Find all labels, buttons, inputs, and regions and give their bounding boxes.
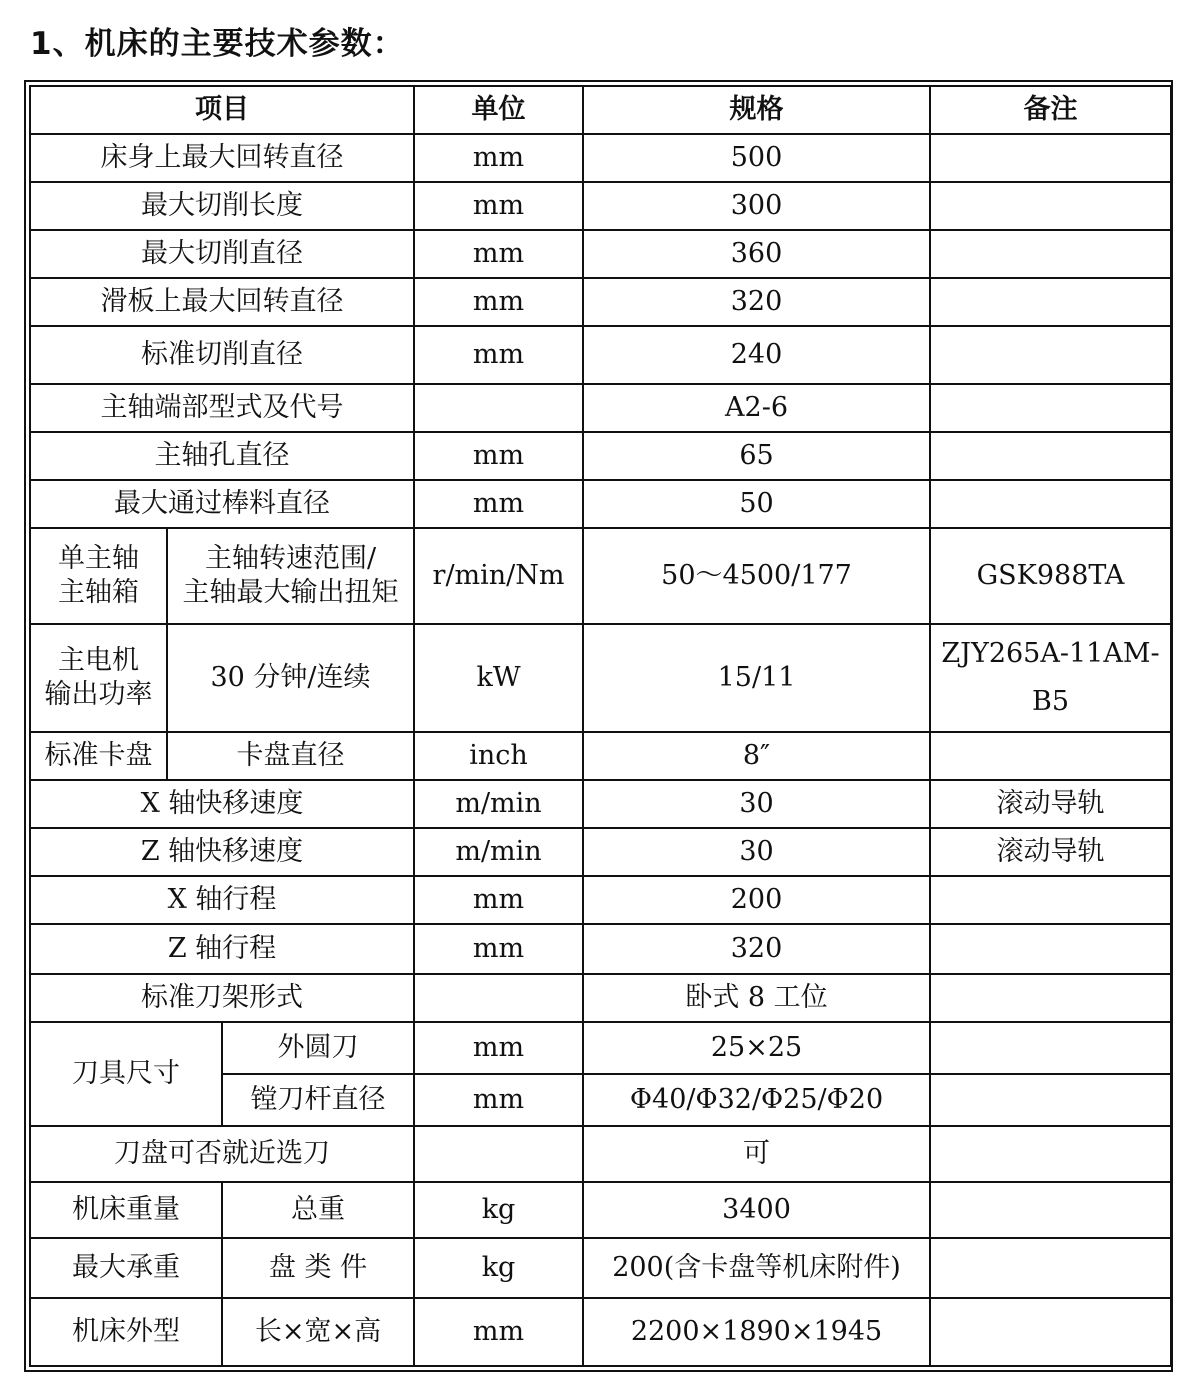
group-line: 单主轴 <box>58 543 139 575</box>
table-row <box>30 624 1171 732</box>
row-spec: 320 <box>583 924 930 974</box>
row-spec: 8″ <box>583 732 930 780</box>
row-unit: kW <box>414 624 583 732</box>
row-remark <box>930 1298 1171 1366</box>
header-row <box>30 86 1171 134</box>
table-row <box>30 780 1171 828</box>
row-spec: 25×25 <box>583 1022 930 1074</box>
row-spec: 200(含卡盘等机床附件) <box>583 1238 930 1298</box>
table-row <box>30 974 1171 1022</box>
row-group: 标准卡盘 <box>30 732 167 780</box>
row-remark <box>930 624 1171 732</box>
row-unit: inch <box>414 732 583 780</box>
row-spec: 300 <box>583 182 930 230</box>
row-item <box>167 528 414 624</box>
row-unit: m/min <box>414 780 583 828</box>
row-unit: mm <box>414 182 583 230</box>
row-remark <box>930 1182 1171 1238</box>
row-spec: 320 <box>583 278 930 326</box>
row-remark <box>930 924 1171 974</box>
row-group: 机床重量 <box>30 1182 222 1238</box>
row-remark <box>930 1022 1171 1074</box>
row-spec: 240 <box>583 326 930 384</box>
row-group: 最大承重 <box>30 1238 222 1298</box>
row-unit: mm <box>414 1298 583 1366</box>
row-remark <box>930 974 1171 1022</box>
row-remark: 滚动导轨 <box>930 780 1171 828</box>
table-row <box>30 528 1171 624</box>
item-line: 主轴最大输出扭矩 <box>182 577 399 608</box>
row-unit: m/min <box>414 828 583 876</box>
table-row <box>30 1298 1171 1366</box>
table-row <box>30 432 1171 480</box>
remark-line: B5 <box>1032 686 1070 717</box>
table-row <box>30 876 1171 924</box>
row-item: 镗刀杆直径 <box>222 1074 414 1126</box>
table-row <box>30 278 1171 326</box>
row-item: 主轴端部型式及代号 <box>30 384 414 432</box>
row-spec: A2-6 <box>583 384 930 432</box>
row-item: 主轴孔直径 <box>30 432 414 480</box>
section-heading: 1、机床的主要技术参数： <box>30 26 405 62</box>
row-unit: mm <box>414 1022 583 1074</box>
row-unit: mm <box>414 876 583 924</box>
row-item: 卡盘直径 <box>167 732 414 780</box>
header-remark: 备注 <box>930 86 1171 134</box>
table-row <box>30 732 1171 780</box>
row-spec: 30 <box>583 780 930 828</box>
row-remark <box>930 134 1171 182</box>
row-unit <box>414 974 583 1022</box>
row-item: 盘 类 件 <box>222 1238 414 1298</box>
row-item: 标准切削直径 <box>30 326 414 384</box>
table-row <box>30 384 1171 432</box>
table-row <box>30 480 1171 528</box>
row-remark <box>930 384 1171 432</box>
row-remark: 滚动导轨 <box>930 828 1171 876</box>
row-remark: GSK988TA <box>930 528 1171 624</box>
table-row <box>30 230 1171 278</box>
row-item: 30 分钟/连续 <box>167 624 414 732</box>
row-group <box>30 528 167 624</box>
row-unit: mm <box>414 326 583 384</box>
header-unit: 单位 <box>414 86 583 134</box>
row-unit <box>414 384 583 432</box>
row-spec: 3400 <box>583 1182 930 1238</box>
row-unit <box>414 1126 583 1182</box>
row-unit: mm <box>414 278 583 326</box>
item-line: 主轴转速范围/ <box>204 543 377 575</box>
row-spec: 可 <box>583 1126 930 1182</box>
row-remark <box>930 1238 1171 1298</box>
row-remark <box>930 326 1171 384</box>
row-spec: 50～4500/177 <box>583 528 930 624</box>
row-item: 长×宽×高 <box>222 1298 414 1366</box>
row-remark <box>930 480 1171 528</box>
header-spec: 规格 <box>583 86 930 134</box>
row-spec: 500 <box>583 134 930 182</box>
row-item: X 轴行程 <box>30 876 414 924</box>
row-spec: 65 <box>583 432 930 480</box>
row-unit: kg <box>414 1182 583 1238</box>
row-spec: 30 <box>583 828 930 876</box>
row-spec: 卧式 8 工位 <box>583 974 930 1022</box>
row-spec: 200 <box>583 876 930 924</box>
row-group <box>30 624 167 732</box>
row-item: Z 轴快移速度 <box>30 828 414 876</box>
row-unit: mm <box>414 432 583 480</box>
row-item: 刀盘可否就近选刀 <box>30 1126 414 1182</box>
table-row <box>30 924 1171 974</box>
row-spec: 360 <box>583 230 930 278</box>
row-item: 床身上最大回转直径 <box>30 134 414 182</box>
row-remark <box>930 876 1171 924</box>
table-row <box>30 1022 1171 1074</box>
row-group: 机床外型 <box>30 1298 222 1366</box>
row-remark <box>930 432 1171 480</box>
table-row <box>30 1238 1171 1298</box>
row-item: 标准刀架形式 <box>30 974 414 1022</box>
row-unit: mm <box>414 1074 583 1126</box>
row-unit: mm <box>414 134 583 182</box>
table-row <box>30 182 1171 230</box>
table-row <box>30 1126 1171 1182</box>
table-row <box>30 326 1171 384</box>
row-item: 最大通过棒料直径 <box>30 480 414 528</box>
group-line: 主轴箱 <box>58 577 139 608</box>
row-remark <box>930 1074 1171 1126</box>
row-item: 总重 <box>222 1182 414 1238</box>
row-remark <box>930 182 1171 230</box>
header-item: 项目 <box>30 86 414 134</box>
remark-line: ZJY265A-11AM- <box>941 638 1160 670</box>
row-spec: Φ40/Φ32/Φ25/Φ20 <box>583 1074 930 1126</box>
row-spec: 50 <box>583 480 930 528</box>
group-line: 输出功率 <box>44 679 153 710</box>
row-item: X 轴快移速度 <box>30 780 414 828</box>
row-unit: r/min/Nm <box>414 528 583 624</box>
row-unit: kg <box>414 1238 583 1298</box>
row-unit: mm <box>414 480 583 528</box>
row-spec: 15/11 <box>583 624 930 732</box>
row-group: 刀具尺寸 <box>30 1022 222 1126</box>
row-spec: 2200×1890×1945 <box>583 1298 930 1366</box>
row-item: 滑板上最大回转直径 <box>30 278 414 326</box>
row-item: 最大切削长度 <box>30 182 414 230</box>
row-item: Z 轴行程 <box>30 924 414 974</box>
row-remark <box>930 230 1171 278</box>
row-unit: mm <box>414 924 583 974</box>
row-unit: mm <box>414 230 583 278</box>
row-remark <box>930 278 1171 326</box>
row-remark <box>930 732 1171 780</box>
table-row <box>30 1182 1171 1238</box>
row-item: 最大切削直径 <box>30 230 414 278</box>
row-item: 外圆刀 <box>222 1022 414 1074</box>
table-row <box>30 828 1171 876</box>
group-line: 主电机 <box>58 645 139 677</box>
table-row <box>30 134 1171 182</box>
row-remark <box>930 1126 1171 1182</box>
spec-table <box>29 85 1172 1367</box>
